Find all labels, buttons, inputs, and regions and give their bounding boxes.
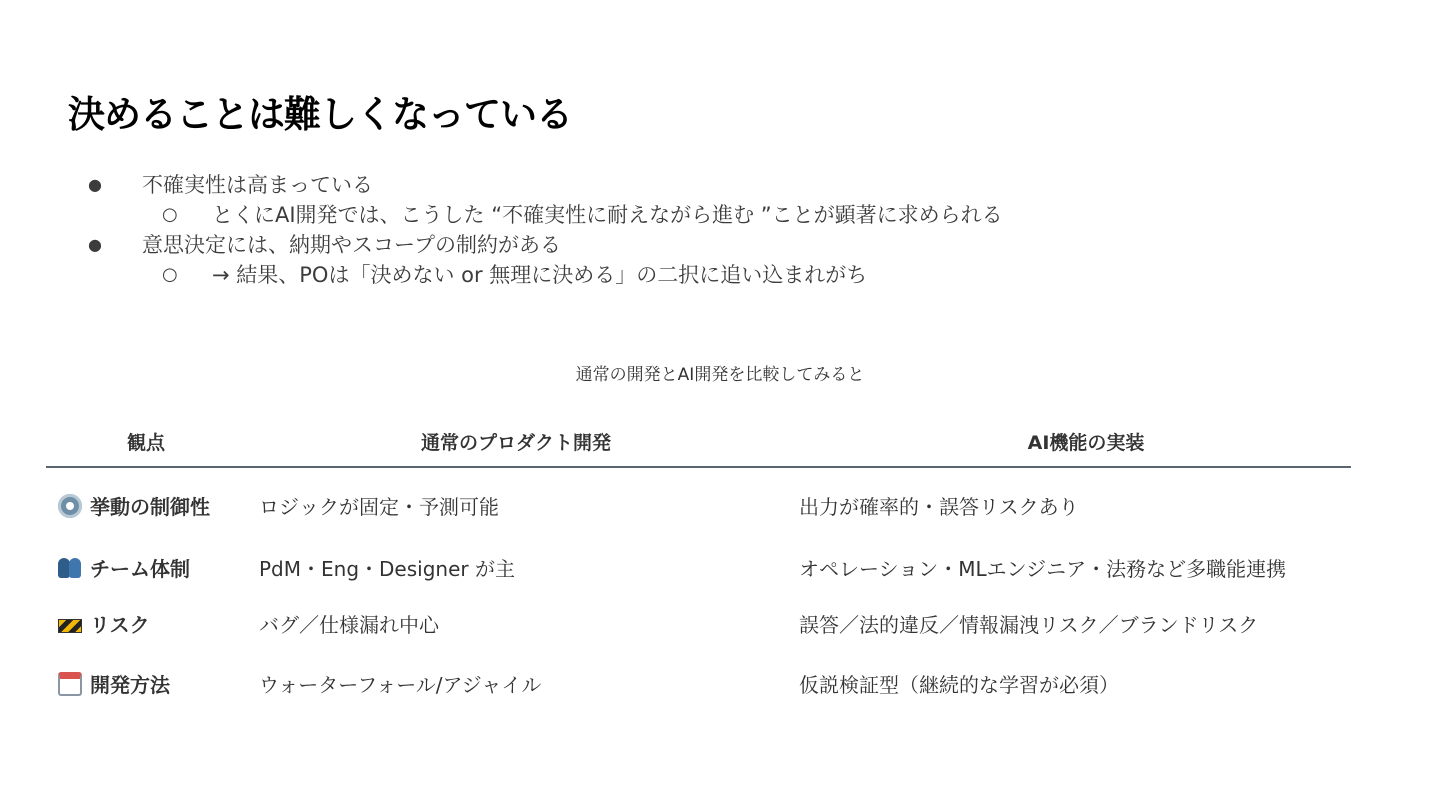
people-icon [58,556,82,580]
calendar-icon [58,672,82,696]
sub-bullet-text: とくにAI開発では、こうした “不確実性に耐えながら進む ”ことが顕著に求められる [212,203,1003,227]
table-row [46,603,1351,643]
ai-dev-cell: 誤答／法的違反／情報漏洩リスク／ブランドリスク [799,613,1259,637]
normal-dev-cell: バグ／仕様漏れ中心 [259,613,439,637]
row-aspect [58,609,150,638]
bullet-marker: ● [88,175,102,194]
sub-bullet-marker: ○ [162,264,178,285]
aspect-label: チーム体制 [90,557,190,581]
bullet-item [0,230,1440,260]
table-header [46,420,1351,468]
table-row [46,663,1351,703]
comparison-table [46,420,1351,697]
row-aspect [58,553,190,582]
bullet-text: 不確実性は高まっている [142,173,373,197]
aspect-label: リスク [90,613,150,637]
ai-dev-cell: 出力が確率的・誤答リスクあり [799,495,1079,519]
construction-barrier-icon [58,619,82,633]
table-caption: 通常の開発とAI開発を比較してみると [575,365,865,385]
table-row [46,485,1351,525]
header-aspect: 観点 [126,432,165,454]
normal-dev-cell: ロジックが固定・予測可能 [259,495,499,519]
bullet-list [0,170,1440,290]
header-normal-dev: 通常のプロダクト開発 [420,432,611,454]
header-ai-dev: AI機能の実装 [1027,432,1145,454]
sub-bullet-text: → 結果、POは「決めない or 無理に決める」の二択に追い込まれがち [212,263,868,287]
sub-bullet-item [0,200,1440,230]
gear-icon [58,494,82,518]
row-aspect [58,491,210,520]
sub-bullet-marker: ○ [162,204,178,225]
slide-title: 決めることは難しくなっている [68,93,572,136]
bullet-item [0,170,1440,200]
aspect-label: 挙動の制御性 [90,495,210,519]
ai-dev-cell: オペレーション・MLエンジニア・法務など多職能連携 [799,557,1287,581]
bullet-text: 意思決定には、納期やスコープの制約がある [142,233,561,257]
bullet-marker: ● [88,235,102,254]
row-aspect [58,669,170,698]
aspect-label: 開発方法 [90,673,170,697]
normal-dev-cell: ウォーターフォール/アジャイル [259,673,542,697]
sub-bullet-item [0,260,1440,290]
normal-dev-cell: PdM・Eng・Designer が主 [259,557,515,581]
table-row [46,547,1351,587]
ai-dev-cell: 仮説検証型（継続的な学習が必須） [799,673,1119,697]
